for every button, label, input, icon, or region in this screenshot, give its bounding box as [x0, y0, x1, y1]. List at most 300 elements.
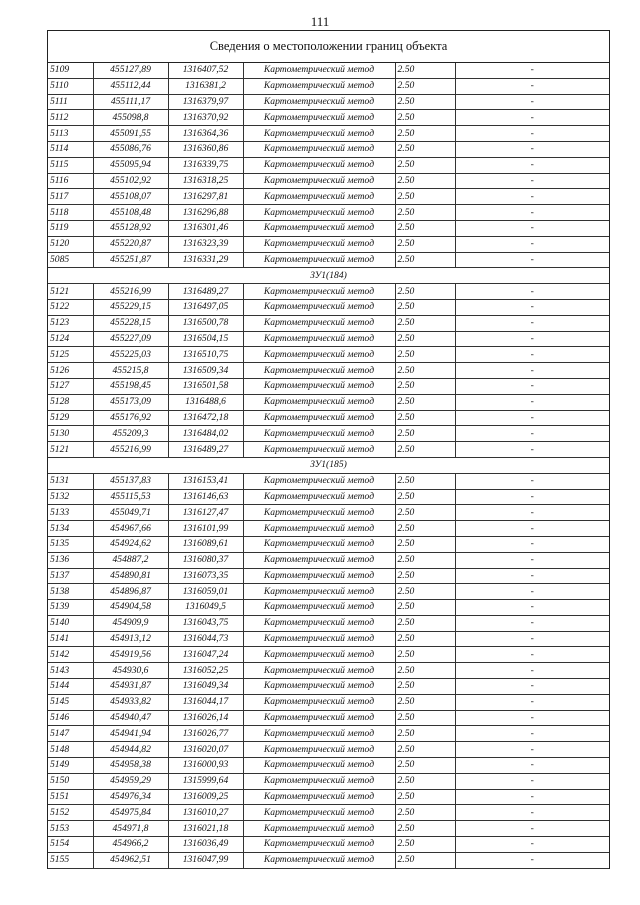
determination-method: Картометрический метод	[243, 78, 395, 94]
note-cell: -	[455, 568, 609, 584]
determination-method: Картометрический метод	[243, 110, 395, 126]
note-cell: -	[455, 126, 609, 142]
point-number: 5114	[48, 141, 93, 157]
coordinate-y: 1316318,25	[168, 173, 243, 189]
determination-method: Картометрический метод	[243, 584, 395, 600]
point-number: 5129	[48, 410, 93, 426]
coordinate-x: 455128,92	[93, 220, 168, 236]
table-row	[48, 489, 609, 505]
accuracy-value: 2.50	[395, 331, 455, 347]
coordinate-x: 454962,51	[93, 852, 168, 868]
accuracy-value: 2.50	[395, 789, 455, 805]
coordinate-y: 1316059,01	[168, 584, 243, 600]
point-number: 5137	[48, 568, 93, 584]
coordinate-x: 454919,56	[93, 647, 168, 663]
coordinate-y: 1316489,27	[168, 284, 243, 300]
coordinate-x: 455227,09	[93, 331, 168, 347]
coordinate-x: 454924,62	[93, 536, 168, 552]
determination-method: Картометрический метод	[243, 394, 395, 410]
accuracy-value: 2.50	[395, 299, 455, 315]
table-row	[48, 173, 609, 189]
table-row	[48, 473, 609, 489]
coordinate-y: 1316009,25	[168, 789, 243, 805]
table-row	[48, 110, 609, 126]
note-cell: -	[455, 331, 609, 347]
coordinate-x: 454976,34	[93, 789, 168, 805]
coordinate-y: 1316489,27	[168, 442, 243, 458]
table-row	[48, 252, 609, 268]
accuracy-value: 2.50	[395, 805, 455, 821]
note-cell: -	[455, 584, 609, 600]
coordinate-x: 454971,8	[93, 821, 168, 837]
coordinate-x: 455115,53	[93, 489, 168, 505]
table-row	[48, 805, 609, 821]
accuracy-value: 2.50	[395, 552, 455, 568]
determination-method: Картометрический метод	[243, 663, 395, 679]
note-cell: -	[455, 694, 609, 710]
point-number: 5155	[48, 852, 93, 868]
note-cell: -	[455, 821, 609, 837]
accuracy-value: 2.50	[395, 315, 455, 331]
coordinate-y: 1316049,5	[168, 600, 243, 616]
point-number: 5145	[48, 694, 93, 710]
coordinate-y: 1316296,88	[168, 205, 243, 221]
point-number: 5148	[48, 742, 93, 758]
accuracy-value: 2.50	[395, 426, 455, 442]
table-row	[48, 94, 609, 110]
note-cell: -	[455, 552, 609, 568]
point-number: 5122	[48, 299, 93, 315]
coordinate-y: 1316010,27	[168, 805, 243, 821]
determination-method: Картометрический метод	[243, 299, 395, 315]
accuracy-value: 2.50	[395, 489, 455, 505]
table-row	[48, 789, 609, 805]
table-row	[48, 742, 609, 758]
point-number: 5143	[48, 663, 93, 679]
determination-method: Картометрический метод	[243, 220, 395, 236]
accuracy-value: 2.50	[395, 837, 455, 853]
accuracy-value: 2.50	[395, 505, 455, 521]
accuracy-value: 2.50	[395, 536, 455, 552]
determination-method: Картометрический метод	[243, 600, 395, 616]
table-row	[48, 631, 609, 647]
note-cell: -	[455, 679, 609, 695]
note-cell: -	[455, 647, 609, 663]
accuracy-value: 2.50	[395, 821, 455, 837]
table-row	[48, 726, 609, 742]
note-cell: -	[455, 189, 609, 205]
point-number: 5134	[48, 521, 93, 537]
table-row	[48, 410, 609, 426]
accuracy-value: 2.50	[395, 521, 455, 537]
coordinate-y: 1316089,61	[168, 536, 243, 552]
coordinate-x: 455176,92	[93, 410, 168, 426]
table-row	[48, 584, 609, 600]
determination-method: Картометрический метод	[243, 473, 395, 489]
coordinate-y: 1316043,75	[168, 615, 243, 631]
coordinate-x: 454944,82	[93, 742, 168, 758]
note-cell: -	[455, 536, 609, 552]
coordinate-x: 455229,15	[93, 299, 168, 315]
coordinate-x: 455215,8	[93, 363, 168, 379]
table-row	[48, 600, 609, 616]
table-row	[48, 426, 609, 442]
coordinate-x: 454958,38	[93, 758, 168, 774]
note-cell: -	[455, 394, 609, 410]
note-cell: -	[455, 378, 609, 394]
point-number: 5131	[48, 473, 93, 489]
accuracy-value: 2.50	[395, 584, 455, 600]
coordinate-y: 1316331,29	[168, 252, 243, 268]
point-number: 5135	[48, 536, 93, 552]
coordinate-y: 1316021,18	[168, 821, 243, 837]
point-number: 5111	[48, 94, 93, 110]
point-number: 5136	[48, 552, 93, 568]
point-number: 5085	[48, 252, 93, 268]
point-number: 5118	[48, 205, 93, 221]
accuracy-value: 2.50	[395, 568, 455, 584]
determination-method: Картометрический метод	[243, 773, 395, 789]
coordinate-x: 455220,87	[93, 236, 168, 252]
note-cell: -	[455, 63, 609, 78]
point-number: 5133	[48, 505, 93, 521]
point-number: 5132	[48, 489, 93, 505]
determination-method: Картометрический метод	[243, 552, 395, 568]
note-cell: -	[455, 284, 609, 300]
coordinate-x: 454931,87	[93, 679, 168, 695]
table-row	[48, 442, 609, 458]
point-number: 5154	[48, 837, 93, 853]
determination-method: Картометрический метод	[243, 63, 395, 78]
coordinate-y: 1316484,02	[168, 426, 243, 442]
accuracy-value: 2.50	[395, 157, 455, 173]
determination-method: Картометрический метод	[243, 331, 395, 347]
coordinate-x: 455049,71	[93, 505, 168, 521]
coordinate-y: 1316360,86	[168, 141, 243, 157]
table-row	[48, 299, 609, 315]
accuracy-value: 2.50	[395, 94, 455, 110]
section-label: ЗУ1(184)	[48, 268, 609, 284]
coordinate-y: 1316501,58	[168, 378, 243, 394]
accuracy-value: 2.50	[395, 694, 455, 710]
coordinate-x: 454930,6	[93, 663, 168, 679]
determination-method: Картометрический метод	[243, 410, 395, 426]
point-number: 5126	[48, 363, 93, 379]
table-row	[48, 521, 609, 537]
note-cell: -	[455, 347, 609, 363]
point-number: 5150	[48, 773, 93, 789]
note-cell: -	[455, 710, 609, 726]
table-row	[48, 694, 609, 710]
accuracy-value: 2.50	[395, 78, 455, 94]
point-number: 5110	[48, 78, 93, 94]
note-cell: -	[455, 205, 609, 221]
determination-method: Картометрический метод	[243, 726, 395, 742]
table-row	[48, 347, 609, 363]
note-cell: -	[455, 426, 609, 442]
point-number: 5109	[48, 63, 93, 78]
coordinate-x: 455251,87	[93, 252, 168, 268]
determination-method: Картометрический метод	[243, 631, 395, 647]
coordinate-y: 1315999,64	[168, 773, 243, 789]
accuracy-value: 2.50	[395, 220, 455, 236]
coordinate-x: 454967,66	[93, 521, 168, 537]
accuracy-value: 2.50	[395, 252, 455, 268]
coordinate-x: 455108,48	[93, 205, 168, 221]
table-row	[48, 157, 609, 173]
note-cell: -	[455, 473, 609, 489]
note-cell: -	[455, 663, 609, 679]
coordinate-y: 1316297,81	[168, 189, 243, 205]
note-cell: -	[455, 315, 609, 331]
coordinate-x: 454975,84	[93, 805, 168, 821]
accuracy-value: 2.50	[395, 679, 455, 695]
determination-method: Картометрический метод	[243, 489, 395, 505]
note-cell: -	[455, 363, 609, 379]
coordinate-x: 455216,99	[93, 284, 168, 300]
coordinate-y: 1316339,75	[168, 157, 243, 173]
coordinate-y: 1316407,52	[168, 63, 243, 78]
point-number: 5141	[48, 631, 93, 647]
accuracy-value: 2.50	[395, 284, 455, 300]
accuracy-value: 2.50	[395, 600, 455, 616]
note-cell: -	[455, 220, 609, 236]
accuracy-value: 2.50	[395, 631, 455, 647]
coordinate-x: 455198,45	[93, 378, 168, 394]
determination-method: Картометрический метод	[243, 157, 395, 173]
coordinate-y: 1316510,75	[168, 347, 243, 363]
coordinate-y: 1316044,73	[168, 631, 243, 647]
point-number: 5149	[48, 758, 93, 774]
coordinate-x: 455137,83	[93, 473, 168, 489]
determination-method: Картометрический метод	[243, 189, 395, 205]
determination-method: Картометрический метод	[243, 315, 395, 331]
coordinate-x: 455228,15	[93, 315, 168, 331]
table-row	[48, 78, 609, 94]
coordinate-x: 455112,44	[93, 78, 168, 94]
coordinate-x: 455095,94	[93, 157, 168, 173]
table-row	[48, 837, 609, 853]
coordinate-x: 455111,17	[93, 94, 168, 110]
table-row	[48, 663, 609, 679]
point-number: 5121	[48, 284, 93, 300]
determination-method: Картометрический метод	[243, 284, 395, 300]
accuracy-value: 2.50	[395, 852, 455, 868]
coordinate-x: 455173,09	[93, 394, 168, 410]
accuracy-value: 2.50	[395, 63, 455, 78]
note-cell: -	[455, 615, 609, 631]
point-number: 5125	[48, 347, 93, 363]
determination-method: Картометрический метод	[243, 837, 395, 853]
point-number: 5112	[48, 110, 93, 126]
coordinate-x: 454904,58	[93, 600, 168, 616]
coordinates-table-body	[48, 63, 609, 868]
determination-method: Картометрический метод	[243, 852, 395, 868]
coordinate-y: 1316500,78	[168, 315, 243, 331]
table-row	[48, 284, 609, 300]
accuracy-value: 2.50	[395, 473, 455, 489]
coordinate-y: 1316052,25	[168, 663, 243, 679]
coordinate-y: 1316323,39	[168, 236, 243, 252]
table-row	[48, 236, 609, 252]
note-cell: -	[455, 805, 609, 821]
section-row	[48, 268, 609, 284]
point-number: 5151	[48, 789, 93, 805]
determination-method: Картометрический метод	[243, 647, 395, 663]
table-row	[48, 220, 609, 236]
coordinate-y: 1316381,2	[168, 78, 243, 94]
point-number: 5123	[48, 315, 93, 331]
accuracy-value: 2.50	[395, 141, 455, 157]
determination-method: Картометрический метод	[243, 710, 395, 726]
table-row	[48, 378, 609, 394]
table-row	[48, 568, 609, 584]
coordinate-y: 1316026,77	[168, 726, 243, 742]
accuracy-value: 2.50	[395, 236, 455, 252]
determination-method: Картометрический метод	[243, 173, 395, 189]
table-row	[48, 331, 609, 347]
point-number: 5124	[48, 331, 93, 347]
coordinate-y: 1316047,24	[168, 647, 243, 663]
coordinate-x: 454909,9	[93, 615, 168, 631]
table-row	[48, 536, 609, 552]
point-number: 5120	[48, 236, 93, 252]
table-row	[48, 773, 609, 789]
coordinate-y: 1316364,36	[168, 126, 243, 142]
coordinate-x: 454941,94	[93, 726, 168, 742]
coordinate-x: 455209,3	[93, 426, 168, 442]
determination-method: Картометрический метод	[243, 789, 395, 805]
point-number: 5113	[48, 126, 93, 142]
determination-method: Картометрический метод	[243, 94, 395, 110]
table-row	[48, 647, 609, 663]
note-cell: -	[455, 600, 609, 616]
point-number: 5121	[48, 442, 93, 458]
coordinate-x: 454890,81	[93, 568, 168, 584]
table-row	[48, 821, 609, 837]
point-number: 5139	[48, 600, 93, 616]
determination-method: Картометрический метод	[243, 126, 395, 142]
accuracy-value: 2.50	[395, 773, 455, 789]
accuracy-value: 2.50	[395, 347, 455, 363]
coordinate-x: 455086,76	[93, 141, 168, 157]
determination-method: Картометрический метод	[243, 347, 395, 363]
accuracy-value: 2.50	[395, 615, 455, 631]
note-cell: -	[455, 726, 609, 742]
coordinate-y: 1316000,93	[168, 758, 243, 774]
accuracy-value: 2.50	[395, 758, 455, 774]
table-row	[48, 552, 609, 568]
point-number: 5144	[48, 679, 93, 695]
coordinate-x: 455127,89	[93, 63, 168, 78]
determination-method: Картометрический метод	[243, 252, 395, 268]
accuracy-value: 2.50	[395, 742, 455, 758]
coordinate-y: 1316127,47	[168, 505, 243, 521]
note-cell: -	[455, 505, 609, 521]
coordinate-x: 455225,03	[93, 347, 168, 363]
coordinate-x: 454913,12	[93, 631, 168, 647]
coordinate-y: 1316026,14	[168, 710, 243, 726]
coordinate-y: 1316509,34	[168, 363, 243, 379]
determination-method: Картометрический метод	[243, 615, 395, 631]
table-row	[48, 189, 609, 205]
determination-method: Картометрический метод	[243, 568, 395, 584]
accuracy-value: 2.50	[395, 663, 455, 679]
coordinate-y: 1316036,49	[168, 837, 243, 853]
accuracy-value: 2.50	[395, 205, 455, 221]
coordinate-x: 454940,47	[93, 710, 168, 726]
coordinate-x: 454959,29	[93, 773, 168, 789]
determination-method: Картометрический метод	[243, 521, 395, 537]
coordinate-y: 1316301,46	[168, 220, 243, 236]
point-number: 5127	[48, 378, 93, 394]
coordinate-y: 1316504,15	[168, 331, 243, 347]
coordinate-y: 1316472,18	[168, 410, 243, 426]
accuracy-value: 2.50	[395, 173, 455, 189]
note-cell: -	[455, 78, 609, 94]
point-number: 5130	[48, 426, 93, 442]
coordinate-y: 1316370,92	[168, 110, 243, 126]
determination-method: Картометрический метод	[243, 141, 395, 157]
point-number: 5119	[48, 220, 93, 236]
section-label: ЗУ1(185)	[48, 457, 609, 473]
coordinate-x: 455091,55	[93, 126, 168, 142]
table-row	[48, 615, 609, 631]
point-number: 5146	[48, 710, 93, 726]
determination-method: Картометрический метод	[243, 378, 395, 394]
table-row	[48, 505, 609, 521]
note-cell: -	[455, 252, 609, 268]
determination-method: Картометрический метод	[243, 426, 395, 442]
note-cell: -	[455, 442, 609, 458]
coordinate-x: 454887,2	[93, 552, 168, 568]
note-cell: -	[455, 631, 609, 647]
point-number: 5140	[48, 615, 93, 631]
determination-method: Картометрический метод	[243, 205, 395, 221]
coordinate-y: 1316080,37	[168, 552, 243, 568]
table-row	[48, 852, 609, 868]
table-row	[48, 205, 609, 221]
point-number: 5117	[48, 189, 93, 205]
note-cell: -	[455, 94, 609, 110]
determination-method: Картометрический метод	[243, 363, 395, 379]
note-cell: -	[455, 789, 609, 805]
note-cell: -	[455, 236, 609, 252]
note-cell: -	[455, 758, 609, 774]
coordinate-y: 1316047,99	[168, 852, 243, 868]
coordinate-y: 1316488,6	[168, 394, 243, 410]
coordinate-y: 1316044,17	[168, 694, 243, 710]
coordinate-x: 455216,99	[93, 442, 168, 458]
determination-method: Картометрический метод	[243, 505, 395, 521]
accuracy-value: 2.50	[395, 710, 455, 726]
determination-method: Картометрический метод	[243, 536, 395, 552]
determination-method: Картометрический метод	[243, 442, 395, 458]
coordinate-x: 454966,2	[93, 837, 168, 853]
note-cell: -	[455, 837, 609, 853]
table-row	[48, 679, 609, 695]
coordinate-x: 455102,92	[93, 173, 168, 189]
point-number: 5116	[48, 173, 93, 189]
page-number: 111	[310, 14, 330, 29]
determination-method: Картометрический метод	[243, 694, 395, 710]
table-row	[48, 141, 609, 157]
note-cell: -	[455, 110, 609, 126]
determination-method: Картометрический метод	[243, 758, 395, 774]
table-row	[48, 394, 609, 410]
table-row	[48, 126, 609, 142]
accuracy-value: 2.50	[395, 189, 455, 205]
